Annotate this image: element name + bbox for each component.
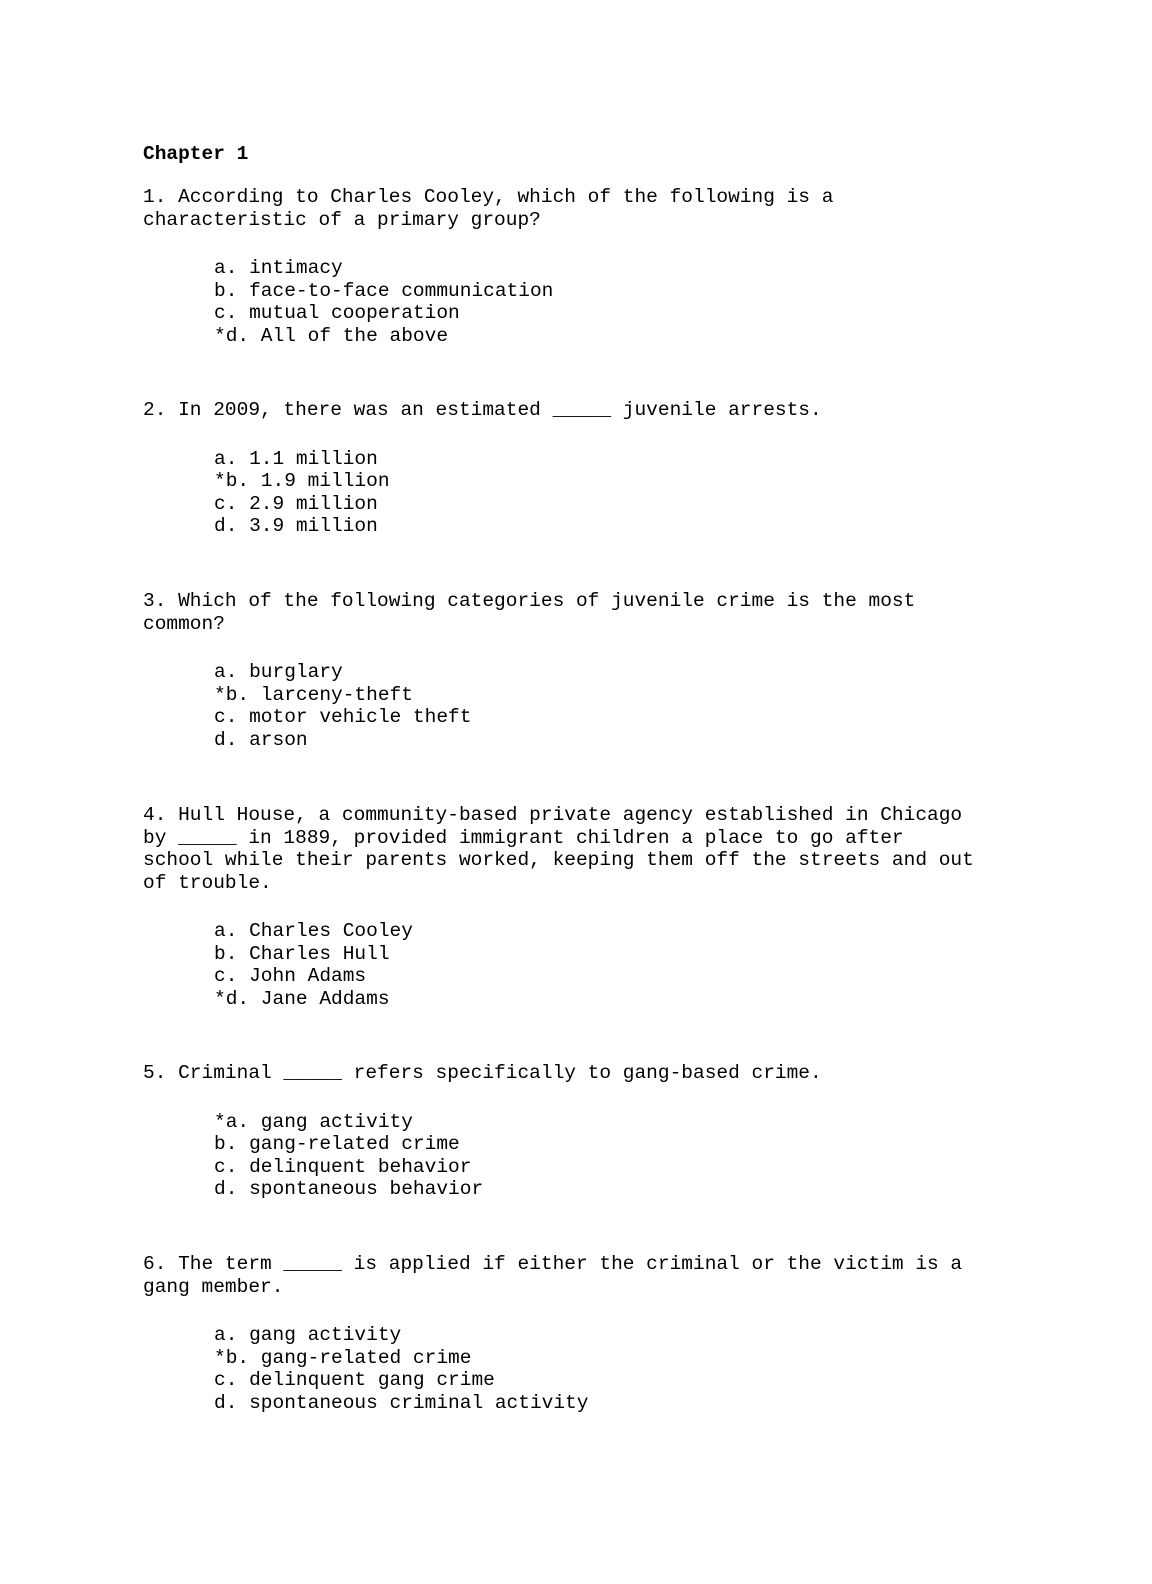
question-5-options (143, 1111, 1043, 1201)
question-3-line-1: 3. Which of the following categories of juvenile crime is the most (143, 590, 916, 612)
question-4-options (143, 920, 1043, 1010)
question-6-options (143, 1324, 1043, 1414)
question-6-option-d: d. spontaneous criminal activity (214, 1391, 589, 1414)
question-3-option-a: a. burglary (214, 661, 343, 683)
question-6-line-2: gang member. (143, 1275, 284, 1298)
question-1-line-2: characteristic of a primary group? (143, 208, 541, 231)
question-5-option-a: *a. gang activity (214, 1110, 413, 1133)
question-6-line-1: 6. The term _____ is applied if either the criminal or the victim is a (143, 1253, 963, 1275)
question-1-option-a: a. intimacy (214, 257, 343, 279)
question-4-line-1: 4. Hull House, a community-based private agency established in Chicago (143, 804, 963, 826)
question-3-line-2: common? (143, 612, 225, 635)
question-2 (143, 399, 1043, 538)
question-6 (143, 1253, 1043, 1414)
question-3-options (143, 661, 1043, 751)
question-1-option-c: c. mutual cooperation (214, 302, 460, 324)
question-1-option-b: b. face-to-face communication (214, 279, 554, 302)
question-4-option-c: c. John Adams (214, 965, 367, 987)
question-4-line-2: by _____ in 1889, provided immigrant children a place to go after (143, 826, 904, 849)
question-4 (143, 804, 1043, 1010)
question-2-options (143, 448, 1043, 538)
question-4-line-3: school while their parents worked, keeping them off the streets and out (143, 849, 974, 871)
question-3-option-d: d. arson (214, 728, 308, 751)
question-4-line-4: of trouble. (143, 871, 272, 894)
question-1-option-d: *d. All of the above (214, 324, 449, 347)
question-2-line-1: 2. In 2009, there was an estimated _____ juvenile arrests. (143, 399, 822, 421)
question-2-option-a: a. 1.1 million (214, 447, 378, 470)
question-4-option-d: *d. Jane Addams (214, 987, 390, 1010)
question-4-option-b: b. Charles Hull (214, 942, 390, 965)
question-6-option-a: a. gang activity (214, 1324, 402, 1346)
question-5-option-d: d. spontaneous behavior (214, 1178, 484, 1200)
question-2-option-b: *b. 1.9 million (214, 470, 390, 492)
question-1-line-1: 1. According to Charles Cooley, which of the following is a (143, 186, 834, 208)
question-5-option-c: c. delinquent behavior (214, 1155, 472, 1178)
question-6-option-b: *b. gang-related crime (214, 1346, 472, 1369)
question-2-option-d: d. 3.9 million (214, 515, 378, 537)
question-3-option-c: c. motor vehicle theft (214, 706, 472, 728)
chapter-title: Chapter 1 (143, 143, 249, 165)
question-4-option-a: a. Charles Cooley (214, 920, 413, 942)
question-6-option-c: c. delinquent gang crime (214, 1369, 495, 1391)
question-3-option-b: *b. larceny-theft (214, 683, 413, 706)
question-5-option-b: b. gang-related crime (214, 1133, 460, 1155)
question-1-options (143, 257, 1043, 347)
question-5-line-1: 5. Criminal _____ refers specifically to gang-based crime. (143, 1062, 822, 1084)
question-1 (143, 186, 1043, 347)
question-5 (143, 1062, 1043, 1201)
question-2-option-c: c. 2.9 million (214, 492, 378, 515)
question-3 (143, 590, 1043, 751)
